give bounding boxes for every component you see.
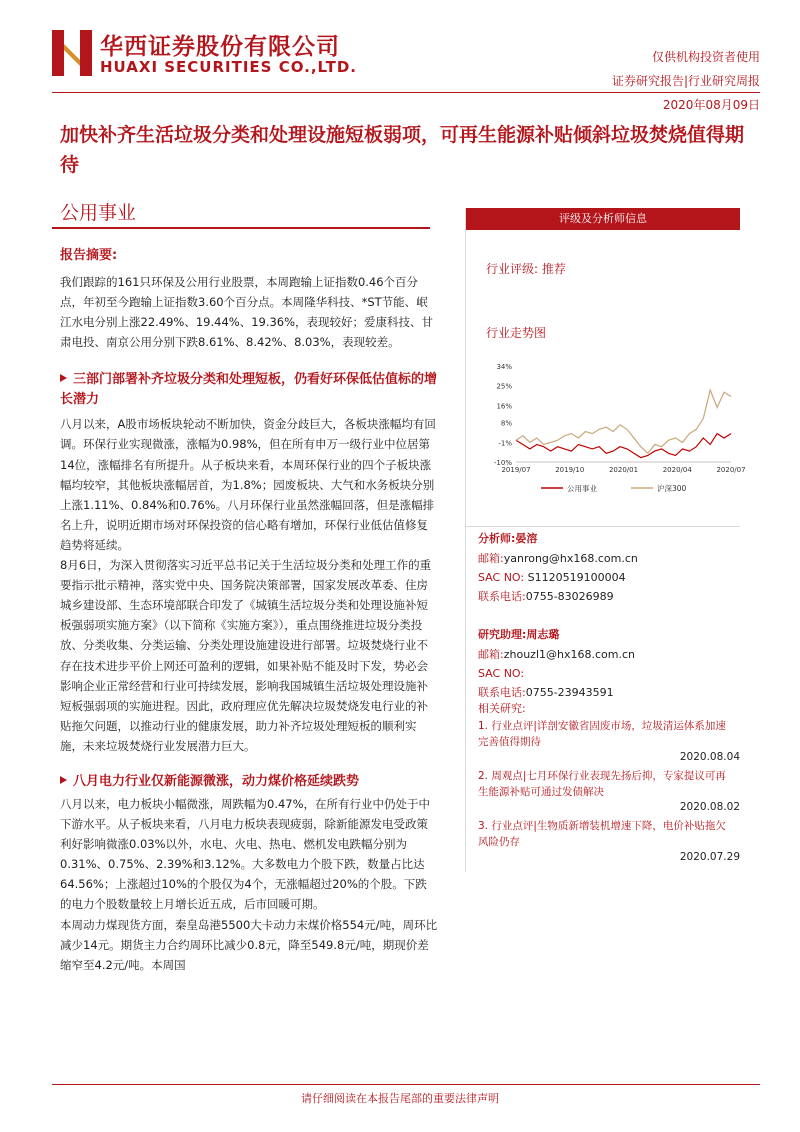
assistant-phone: 联系电话:0755-23943591 [478, 686, 614, 699]
analyst-phone: 联系电话:0755-83026989 [478, 590, 614, 603]
analyst-line: 分析师:晏溶 [478, 532, 538, 545]
related-item-2[interactable]: 2. 周观点|七月环保行业表现先扬后抑，专家提议可再生能源补贴可通过发债解决 [478, 770, 726, 798]
y-tick-label: 16% [496, 402, 512, 411]
section2-paragraph-2: 本周动力煤现货方面，秦皇岛港5500大卡动力末煤价格554元/吨，周环比减少14元。期货主力合约周环比减少0.8元，降至549.8元/吨，期现价差缩窄至4.2元/吨。本周国 [60, 917, 438, 972]
huaxi-logo-icon [52, 30, 92, 76]
summary-body: 我们跟踪的161只环保及公用行业股票，本周跑输上证指数0.46个百分点，年初至今跑输上证指数3.60个百分点。本周隆华科技、*ST节能、岷江水电分别上涨22.49%、19.44%、19.36%，表现较好；爱康科技、甘肃电投、南京公用分别下跌8.61%、8.42%、8.03%，表现较差。 [60, 275, 434, 350]
assistant-email: 邮箱:zhouzl1@hx168.com.cn [478, 648, 635, 661]
summary-heading: 报告摘要: [60, 248, 118, 263]
x-tick-label: 2020/01 [608, 466, 639, 474]
audience-note: 仅供机构投资者使用 [651, 50, 760, 64]
y-tick-label: -1% [498, 439, 512, 448]
report-type: 证券研究报告|行业研究周报 [611, 74, 760, 88]
legal-notice: 请仔细阅读在本报告尾部的重要法律声明 [301, 1092, 499, 1105]
section2-paragraph-1: 八月以来，电力板块小幅微涨，周跌幅为0.47%，在所有行业中仍处于中下游水平。从子板块来看，八月电力板块表现疲弱，除新能源发电受政策利好影响微涨0.03%以外，水电、火电、热电、燃机发电跌幅分别为0.31%、0.75%、2.39%和3.12%。大多数电力个股下跌，数量占比达64.56%；上涨超过10%的个股仅为4个，无涨幅超过20%的个股。下跌的电力个股数量较上月增长近五成，后市回暖可期。 [60, 796, 431, 912]
assistant-line: 研究助理:周志璐 [478, 628, 560, 641]
sector-divider [52, 227, 430, 229]
x-tick-label: 2020/04 [662, 466, 692, 474]
assistant-sac: SAC NO: [478, 667, 525, 680]
rating-box-title: 评级及分析师信息 [466, 208, 740, 230]
industry-rating: 行业评级: 推荐 [486, 262, 566, 276]
y-tick-label: 25% [496, 382, 512, 391]
company-name-en: HUAXI SECURITIES CO.,LTD. [100, 58, 357, 76]
section1-heading: 三部门部署补齐垃圾分类和处理短板，仍看好环保低估值标的增长潜力 [60, 372, 438, 408]
rating-analyst-box [465, 208, 746, 872]
y-tick-label: 8% [500, 419, 512, 428]
triangle-bullet-icon [60, 776, 67, 784]
trend-chart-title: 行业走势图 [486, 326, 547, 340]
analyst-email: 邮箱:yanrong@hx168.com.cn [478, 552, 638, 565]
x-tick-label: 2019/10 [555, 466, 585, 474]
related-item-2-date: 2020.08.02 [679, 801, 740, 813]
rating-value: 推荐 [541, 262, 566, 276]
company-name-cn: 华西证券股份有限公司 [100, 34, 340, 60]
x-tick-label: 2019/07 [501, 466, 531, 474]
series-line-1 [516, 434, 731, 458]
triangle-bullet-icon [60, 374, 67, 382]
section2-heading: 八月电力行业仅新能源微涨，动力煤价格延续跌势 [60, 772, 438, 792]
legend-label: 公用事业 [567, 484, 597, 493]
related-item-1-date: 2020.08.04 [679, 751, 740, 763]
report-date: 2020年08月09日 [662, 98, 760, 112]
header-divider [52, 92, 760, 93]
section1-paragraph-2: 8月6日，为深入贯彻落实习近平总书记关于生活垃圾分类和处理工作的重要指示批示精神，落实党中央、国务院决策部署，国家发展改革委、住房城乡建设部、生态环境部联合印发了《城镇生活垃圾分类和处理设施补短板强弱项实施方案》（以下简称《实施方案》），重点围绕推进垃圾分类投放、分类收集、分类运输、分类处理设施建设进行部署。垃圾焚烧行业不存在技术进步平价上网还可盈利的逻辑，如果补贴不能及时下发，势必会影响企业正常经营和行业可持续发展，影响我国城镇生活垃圾处理设施补短板强弱项的实施进程。因此，政府理应优先解决垃圾焚烧发电行业的补贴拖欠问题，以推动行业的健康发展，助力补齐垃圾处理短板的顺利实施，未来垃圾焚烧行业发展潜力巨大。 [60, 558, 432, 753]
y-tick-label: 34% [496, 363, 512, 371]
x-tick-label: 2020/07 [716, 466, 746, 474]
sector-name: 公用事业 [60, 202, 137, 224]
section1-paragraph-1: 八月以来，A股市场板块轮动不断加快，资金分歧巨大，各板块涨幅均有回调。环保行业实现微涨，涨幅为0.98%，但在所有申万一级行业中位居第14位，涨幅排名有所提升。从子板块来看，本周环保行业的四个子板块涨幅均较窄，其他板块涨幅居首，为1.8%；园废板块、大气和水务板块分别上涨1.11%、0.84%和0.76%。八月环保行业虽然涨幅回落，但是涨幅排名上升，说明近期市场对环保投资的信心略有增加，环保行业低估值修复趋势将延续。 [60, 417, 436, 552]
related-item-3[interactable]: 3. 行业点评|生物质新增装机增速下降，电价补贴拖欠风险仍存 [478, 820, 726, 848]
footer-divider [52, 1084, 760, 1085]
y-tick-label: -10% [493, 459, 512, 467]
industry-trend-chart [486, 356, 746, 508]
related-item-3-date: 2020.07.29 [679, 851, 740, 863]
report-title: 加快补齐生活垃圾分类和处理设施短板弱项，可再生能源补贴倾斜垃圾焚烧值得期待 [60, 124, 745, 176]
related-research-title: 相关研究: [478, 702, 526, 715]
related-item-1[interactable]: 1. 行业点评|详剖安徽省固废市场，垃圾清运体系加速完善值得期待 [478, 720, 726, 748]
analyst-divider [466, 526, 740, 527]
legend-label: 沪深300 [657, 484, 687, 493]
analyst-sac: SAC NO: S1120519100004 [478, 571, 626, 584]
main-column [60, 246, 438, 975]
